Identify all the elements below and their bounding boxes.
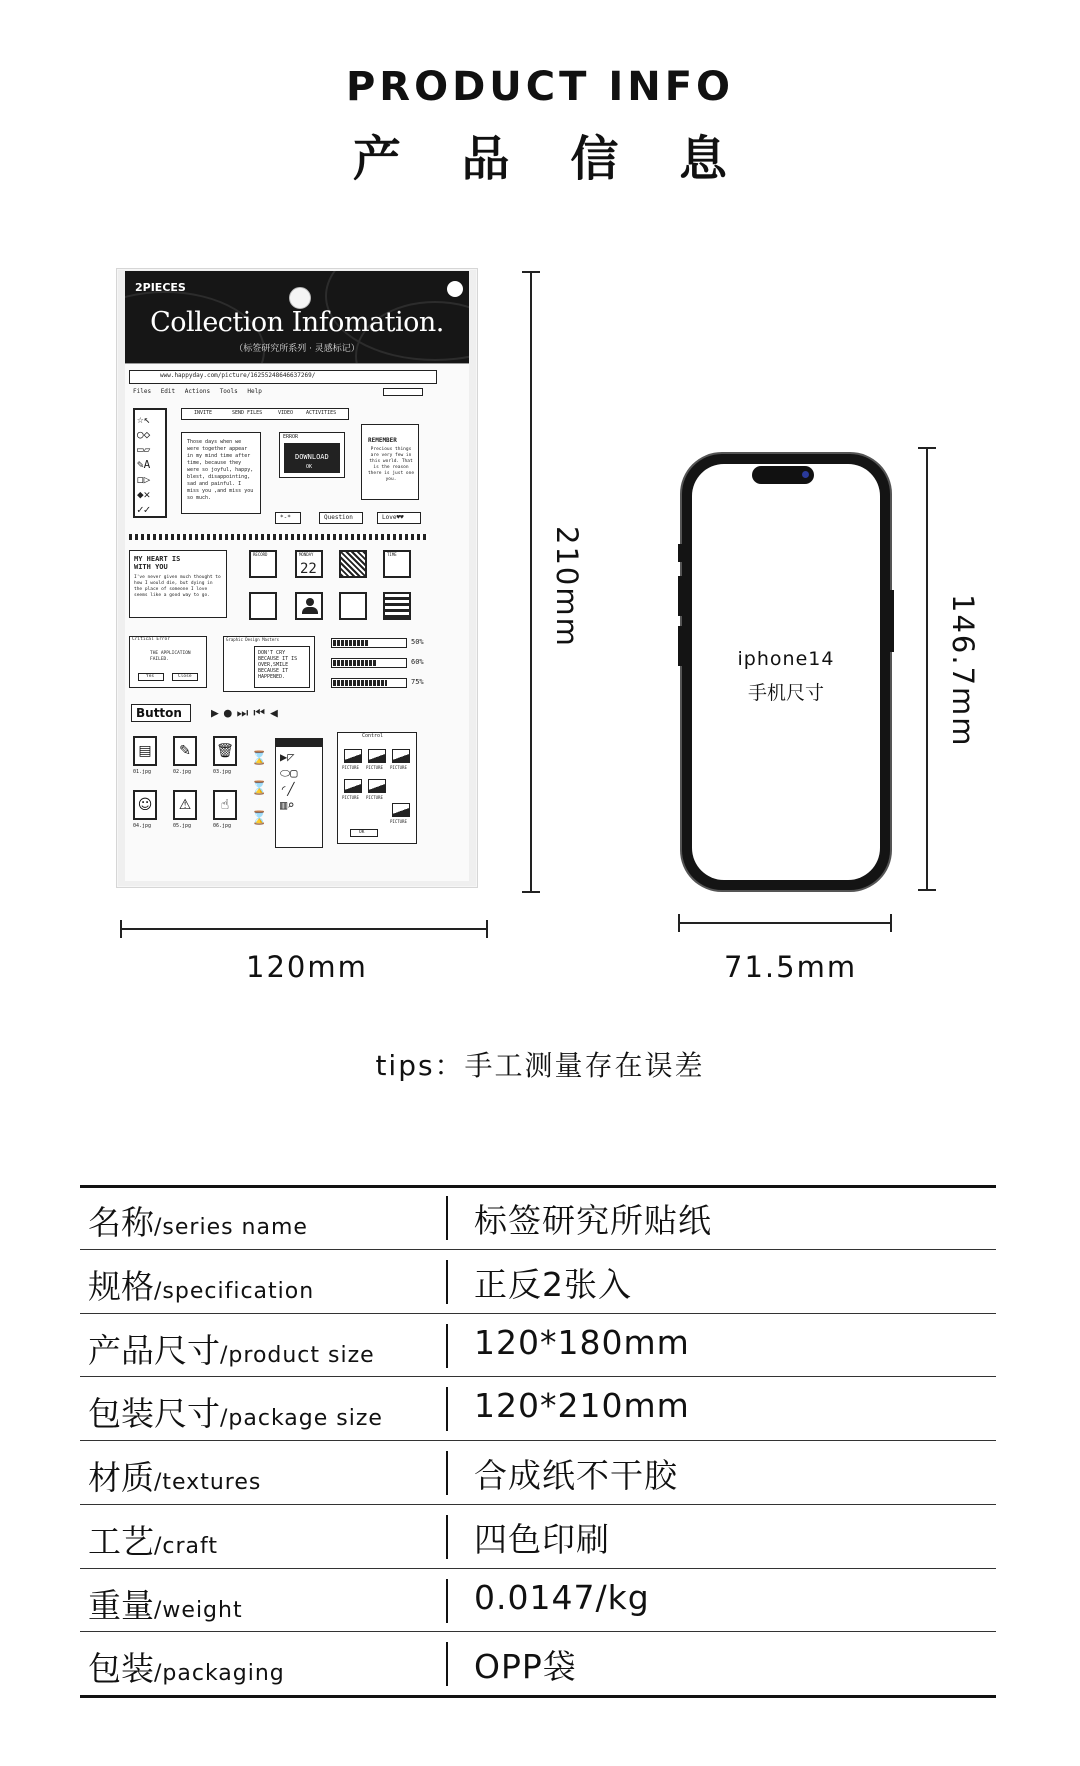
spec-table bbox=[80, 1185, 996, 1695]
graphic-window-sticker bbox=[223, 636, 315, 692]
spec-key-cn: 规格 bbox=[88, 1267, 154, 1306]
sticker-package-image bbox=[116, 268, 478, 888]
search-field-sticker bbox=[383, 388, 423, 396]
media-control-icons: ▶●⏭⏮◀ bbox=[211, 706, 283, 721]
graphic-title: Graphic Design Masters bbox=[226, 637, 279, 642]
tab-label: ACTIVITIES bbox=[306, 410, 337, 416]
spec-separator bbox=[446, 1387, 448, 1431]
hourglass-icons: ⌛ ⌛ ⌛ bbox=[251, 751, 268, 826]
chip-sticker bbox=[377, 512, 421, 524]
table-rule bbox=[80, 1376, 996, 1377]
calendar-icon bbox=[295, 550, 323, 578]
chip-sticker bbox=[275, 512, 301, 524]
tool-icons: ☆↖ ○◇ ▭▱ ✎A ◻▷ ◆✕ ✓✓ bbox=[137, 413, 151, 516]
spec-key-en: /package size bbox=[220, 1406, 383, 1431]
spec-key-cn: 名称 bbox=[88, 1203, 154, 1242]
spec-row-key bbox=[88, 1516, 218, 1563]
progress-bar bbox=[331, 658, 431, 670]
record-label: RECORD bbox=[253, 552, 268, 557]
chip-label: Love♥♥ bbox=[382, 514, 404, 521]
chip-label: *-* bbox=[280, 514, 291, 521]
menu-item: Actions bbox=[184, 388, 211, 395]
spec-row-key bbox=[88, 1643, 285, 1690]
package-height-label: 210mm bbox=[550, 526, 584, 648]
file-icon: ⚠ 05.jpg bbox=[169, 790, 203, 838]
spec-key-cn: 包装尺寸 bbox=[88, 1394, 220, 1433]
picture-label: PICTURE bbox=[390, 765, 407, 770]
picture-label: PICTURE bbox=[342, 795, 359, 800]
progress-fill bbox=[333, 660, 376, 666]
clock-note-icon bbox=[383, 550, 411, 578]
file-icon: 🗑 03.jpg bbox=[209, 736, 243, 784]
spec-row-value: 标签研究所贴纸 bbox=[474, 1201, 712, 1240]
package-header-band bbox=[125, 271, 469, 363]
progress-fill bbox=[333, 680, 387, 686]
phone-screen bbox=[692, 464, 880, 880]
page-title-cn: 产 品 信 息 bbox=[352, 131, 750, 187]
spec-key-en: /product size bbox=[220, 1343, 375, 1368]
picture-label: PICTURE bbox=[342, 765, 359, 770]
hang-hole bbox=[289, 287, 311, 309]
progress-label: 75% bbox=[411, 678, 424, 686]
package-subtitle: （标签研究所系列 · 灵感标记） bbox=[234, 344, 360, 354]
progress-label: 60% bbox=[411, 658, 424, 666]
table-rule bbox=[80, 1440, 996, 1441]
spec-row-value: 正反2张入 bbox=[474, 1265, 632, 1304]
picture-icon bbox=[390, 749, 412, 773]
brand-badge-icon bbox=[447, 281, 463, 297]
group-icon bbox=[249, 592, 277, 620]
picture-label: PICTURE bbox=[390, 819, 407, 824]
progress-group bbox=[331, 638, 431, 692]
date-number: 22 bbox=[300, 561, 317, 577]
spec-row-key bbox=[88, 1580, 243, 1627]
remember-text: Precious things are very few in this world. That is the reason there is just one you. bbox=[367, 447, 415, 482]
mail-icon bbox=[339, 550, 367, 578]
package-height-tick-top bbox=[522, 271, 540, 273]
heart-text: I've never given much thought to how I would die, but dying in the place of someone I love seems like a good way to go. bbox=[134, 575, 221, 598]
phone-model-label: iphone14 bbox=[737, 648, 835, 670]
phone-height-tick-top bbox=[918, 447, 936, 449]
tab-label: VIDEO bbox=[278, 410, 294, 416]
spec-separator bbox=[446, 1579, 448, 1623]
table-rule bbox=[80, 1313, 996, 1314]
package-height-tick-bottom bbox=[522, 891, 540, 893]
picture-grid bbox=[342, 749, 414, 829]
spec-row-value: 120*210mm bbox=[474, 1386, 690, 1425]
phone-side-button bbox=[890, 590, 894, 652]
record-icon bbox=[249, 550, 277, 578]
measurement-tip: tips：手工测量存在误差 bbox=[375, 1049, 705, 1082]
tool-window-sticker bbox=[275, 738, 323, 848]
spec-row-key bbox=[88, 1325, 375, 1372]
ok-label: OK bbox=[306, 464, 313, 470]
tool-palette-sticker bbox=[133, 408, 167, 518]
tool-window-icons: ▶◸ ⬭▢ ◜╱ ▥⌕ bbox=[280, 750, 298, 812]
progress-bar bbox=[331, 638, 431, 650]
spec-row-key bbox=[88, 1388, 383, 1435]
phone-side-button bbox=[678, 544, 682, 562]
spec-key-en: /weight bbox=[154, 1598, 243, 1623]
phone-caption-label: 手机尺寸 bbox=[747, 682, 824, 704]
picture-icon bbox=[390, 803, 412, 827]
page-title-en: PRODUCT INFO bbox=[345, 64, 735, 110]
spec-separator bbox=[446, 1260, 448, 1304]
table-rule bbox=[80, 1504, 996, 1505]
spec-key-en: /specification bbox=[154, 1279, 315, 1304]
phone-side-button bbox=[678, 576, 682, 616]
file-icon: ☺ 04.jpg bbox=[129, 790, 163, 838]
spec-row-value: 合成纸不干胶 bbox=[474, 1456, 678, 1495]
download-panel bbox=[284, 443, 340, 473]
progress-label: 50% bbox=[411, 638, 424, 646]
file-label: 04.jpg bbox=[133, 823, 152, 829]
pieces-label: 2PIECES bbox=[135, 281, 186, 294]
table-rule bbox=[80, 1695, 996, 1698]
calculator-grid-icon bbox=[339, 592, 367, 620]
table-rule bbox=[80, 1631, 996, 1632]
spec-row-value: 四色印刷 bbox=[474, 1520, 610, 1559]
url-text: www.happyday.com/picture/16255248646637269/ bbox=[160, 372, 316, 379]
picture-label: PICTURE bbox=[366, 795, 383, 800]
control-window-sticker bbox=[337, 732, 417, 844]
menu-item: Tools bbox=[219, 388, 238, 395]
phone-width-label: 71.5mm bbox=[724, 950, 858, 984]
download-label: DOWNLOAD bbox=[295, 453, 329, 461]
url-bar-sticker bbox=[129, 370, 437, 384]
spec-key-en: /series name bbox=[154, 1215, 308, 1240]
spec-key-cn: 重量 bbox=[88, 1586, 154, 1625]
spec-separator bbox=[446, 1515, 448, 1559]
remember-sticker bbox=[361, 424, 419, 500]
dialog-close: Close bbox=[178, 674, 192, 679]
table-rule bbox=[80, 1249, 996, 1250]
spec-key-cn: 包装 bbox=[88, 1649, 154, 1688]
dialog-text: THE APPLICATION FAILED. bbox=[150, 651, 191, 662]
spec-row-value: 0.0147/kg bbox=[474, 1578, 650, 1617]
heart-message-sticker bbox=[129, 550, 227, 618]
file-label: 03.jpg bbox=[213, 769, 232, 775]
file-label: 01.jpg bbox=[133, 769, 152, 775]
menu-bar bbox=[133, 388, 262, 395]
spec-key-cn: 工艺 bbox=[88, 1522, 154, 1561]
spec-key-cn: 材质 bbox=[88, 1458, 154, 1497]
dialog-yes: Yes bbox=[146, 674, 155, 679]
sticker-sheet bbox=[125, 363, 469, 881]
spec-separator bbox=[446, 1451, 448, 1495]
camera-icon bbox=[802, 471, 809, 478]
graphic-text: DON'T CRY BECAUSE IT IS OVER,SMILE BECAUSE IT HAPPENED. bbox=[258, 650, 298, 680]
heart-title: MY HEART IS WITH YOU bbox=[134, 555, 181, 571]
phone-height-label: 146.7mm bbox=[946, 594, 980, 748]
control-title: Control bbox=[362, 733, 384, 739]
file-label: 06.jpg bbox=[213, 823, 232, 829]
spec-separator bbox=[446, 1324, 448, 1368]
control-ok: OK bbox=[359, 830, 365, 835]
spec-key-en: /packaging bbox=[154, 1661, 285, 1686]
phone-width-tick-right bbox=[890, 914, 892, 932]
phone-height-line bbox=[926, 448, 928, 890]
picture-icon bbox=[366, 779, 388, 803]
package-width-line bbox=[120, 928, 488, 930]
spec-key-en: /textures bbox=[154, 1470, 262, 1495]
package-width-tick-right bbox=[486, 920, 488, 938]
spec-separator bbox=[446, 1196, 448, 1240]
phone-height-tick-bottom bbox=[918, 889, 936, 891]
button-sticker bbox=[131, 704, 191, 722]
picture-label: PICTURE bbox=[366, 765, 383, 770]
file-label: 02.jpg bbox=[173, 769, 192, 775]
spec-row-key bbox=[88, 1261, 314, 1308]
tab-label: SEND FILES bbox=[232, 410, 263, 416]
phone-reference-image bbox=[682, 454, 890, 890]
member-icon bbox=[295, 592, 323, 620]
picture-icon bbox=[342, 779, 364, 803]
chip-sticker bbox=[319, 512, 363, 524]
picture-icon bbox=[342, 749, 364, 773]
menu-item: Files bbox=[133, 388, 152, 395]
tab-strip-sticker bbox=[181, 408, 349, 420]
package-height-line bbox=[530, 272, 532, 892]
note-sticker bbox=[181, 432, 261, 514]
error-window-sticker bbox=[279, 432, 345, 478]
file-icon-grid bbox=[129, 736, 249, 866]
package-width-tick-left bbox=[120, 920, 122, 938]
tab-label: INVITE bbox=[194, 410, 213, 416]
package-width-label: 120mm bbox=[246, 950, 368, 984]
spec-key-cn: 产品尺寸 bbox=[88, 1331, 220, 1370]
time-label: TIME bbox=[387, 552, 397, 557]
chip-label: Question bbox=[324, 514, 353, 521]
spec-row-key bbox=[88, 1197, 308, 1244]
calculator-icon bbox=[383, 592, 411, 620]
progress-fill bbox=[333, 640, 369, 646]
button-label: Button bbox=[136, 706, 182, 720]
phone-side-button bbox=[678, 626, 682, 666]
error-title: ERROR bbox=[283, 434, 299, 440]
progress-bar bbox=[331, 678, 431, 690]
phone-width-tick-left bbox=[678, 914, 680, 932]
picture-icon bbox=[366, 749, 388, 773]
remember-title: REMEMBER bbox=[368, 437, 397, 444]
phone-width-line bbox=[678, 922, 892, 924]
file-icon: ✎ 02.jpg bbox=[169, 736, 203, 784]
spec-row-value: 120*180mm bbox=[474, 1323, 690, 1362]
menu-item: Edit bbox=[160, 388, 176, 395]
monday-label: MONDAY bbox=[299, 552, 314, 557]
table-rule bbox=[80, 1568, 996, 1569]
spec-separator bbox=[446, 1642, 448, 1686]
package-title: Collection Infomation. bbox=[150, 307, 444, 338]
spec-row-value: OPP袋 bbox=[474, 1647, 577, 1686]
dialog-title: Critical Error bbox=[132, 637, 170, 642]
critical-error-dialog-sticker bbox=[129, 636, 207, 688]
menu-item: Help bbox=[247, 388, 262, 395]
spec-row-key bbox=[88, 1452, 261, 1499]
spec-key-en: /craft bbox=[154, 1534, 219, 1559]
file-icon: ▤ 01.jpg bbox=[129, 736, 163, 784]
table-rule bbox=[80, 1185, 996, 1188]
note-text: Those days when we were together appear in my mind time after time, because they were so joyful, happy, blest, disappointing, sad and painful. I miss you ,and miss you so much. bbox=[187, 439, 254, 501]
file-label: 05.jpg bbox=[173, 823, 192, 829]
checker-divider bbox=[129, 534, 429, 540]
file-icon: ☝ 06.jpg bbox=[209, 790, 243, 838]
